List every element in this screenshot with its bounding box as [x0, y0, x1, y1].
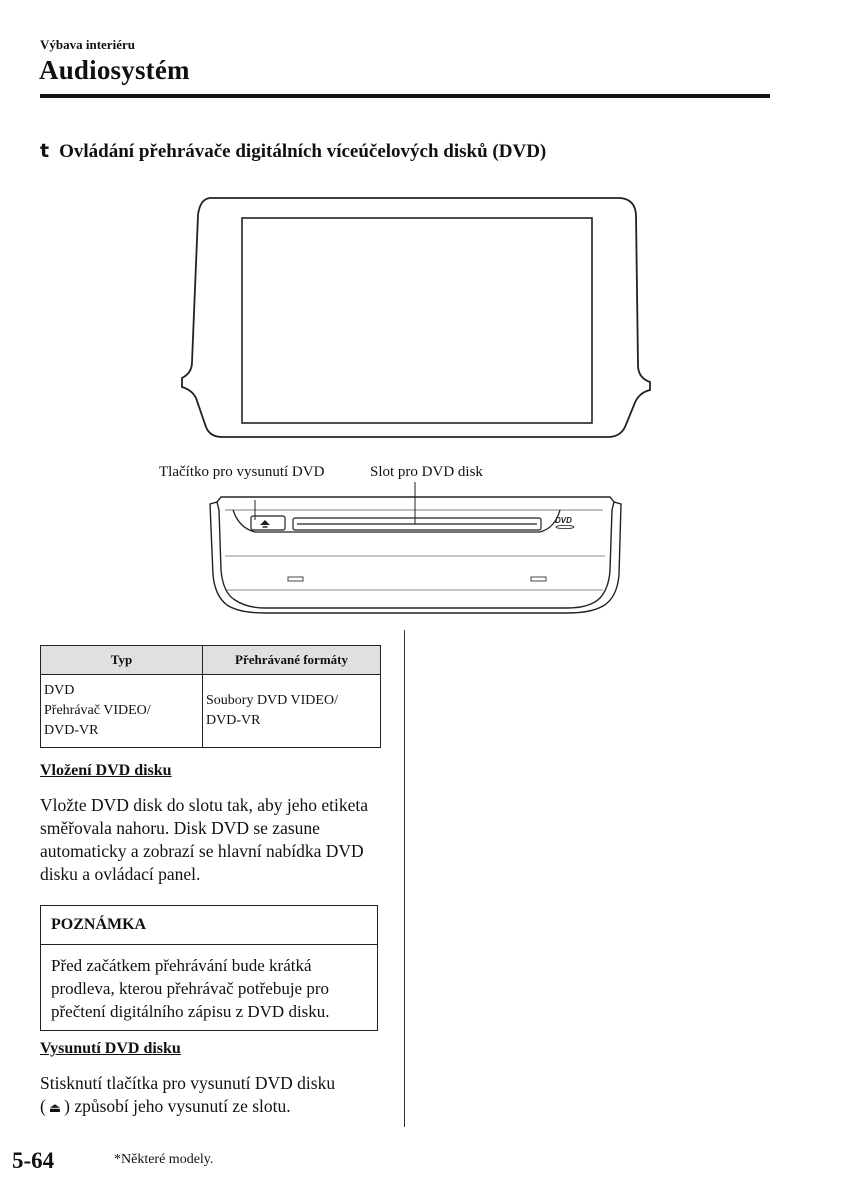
eject-section-text: [40, 1072, 400, 1120]
dvd-logo-text: DVD: [555, 516, 572, 525]
eject-text-line2: ) způsobí jeho vysunutí ze slotu.: [64, 1096, 291, 1116]
eject-icon-bar: [263, 526, 268, 527]
eject-icon: ⏏: [48, 1101, 62, 1116]
table-header-row: [41, 646, 381, 675]
eject-text-open: (: [40, 1096, 46, 1116]
subheading-text: Ovládání přehrávače digitálních víceúčelových disků (DVD): [59, 141, 547, 162]
page-number: 5-64: [12, 1148, 55, 1173]
formats-table: [40, 645, 381, 748]
dvd-player-illustration: [205, 480, 625, 615]
insert-section-heading: Vložení DVD disku: [40, 762, 172, 779]
page-title: Audiosystém: [39, 55, 190, 85]
note-box: [40, 905, 378, 1031]
player-clip-left: [288, 577, 303, 581]
note-text: Před začátkem přehrávání bude krátká prodleva, kterou přehrávač potřebuje pro přečtení digitálního zápisu z DVD disku.: [51, 956, 330, 1021]
title-rule: [40, 94, 770, 98]
display-screen-illustration: [180, 190, 660, 450]
subheading-bullet: t: [40, 140, 50, 162]
slot-label: Slot pro DVD disk: [370, 464, 483, 480]
display-screen: [242, 218, 592, 423]
dvd-logo-icon: [556, 525, 574, 528]
table-header-formats: Přehrávané formáty: [203, 646, 381, 675]
table-cell-formats: [203, 675, 381, 748]
table-header-type: Typ: [41, 646, 203, 675]
eject-button-label: Tlačítko pro vysunutí DVD: [159, 464, 325, 480]
eject-section-heading: Vysunutí DVD disku: [40, 1040, 181, 1057]
section-label: Výbava interiéru: [40, 37, 135, 52]
player-clip-right: [531, 577, 546, 581]
table-row: [41, 675, 381, 748]
insert-section-text: Vložte DVD disk do slotu tak, aby jeho etiketa směřovala nahoru. Disk DVD se zasune automaticky a zobrazí se hlavní nabídka DVD disku a ovládací panel.: [40, 795, 369, 884]
table-cell-type: [41, 675, 203, 748]
footnote: *Některé modely.: [114, 1152, 214, 1167]
table-cell-type-text: DVD Přehrávač VIDEO/ DVD-VR: [44, 683, 151, 738]
eject-text-line1: Stisknutí tlačítka pro vysunutí DVD disku: [40, 1073, 336, 1093]
table-cell-formats-text: Soubory DVD VIDEO/ DVD-VR: [206, 693, 338, 728]
note-title: POZNÁMKA: [41, 906, 377, 945]
column-divider: [404, 630, 405, 1127]
subheading: [40, 140, 546, 163]
